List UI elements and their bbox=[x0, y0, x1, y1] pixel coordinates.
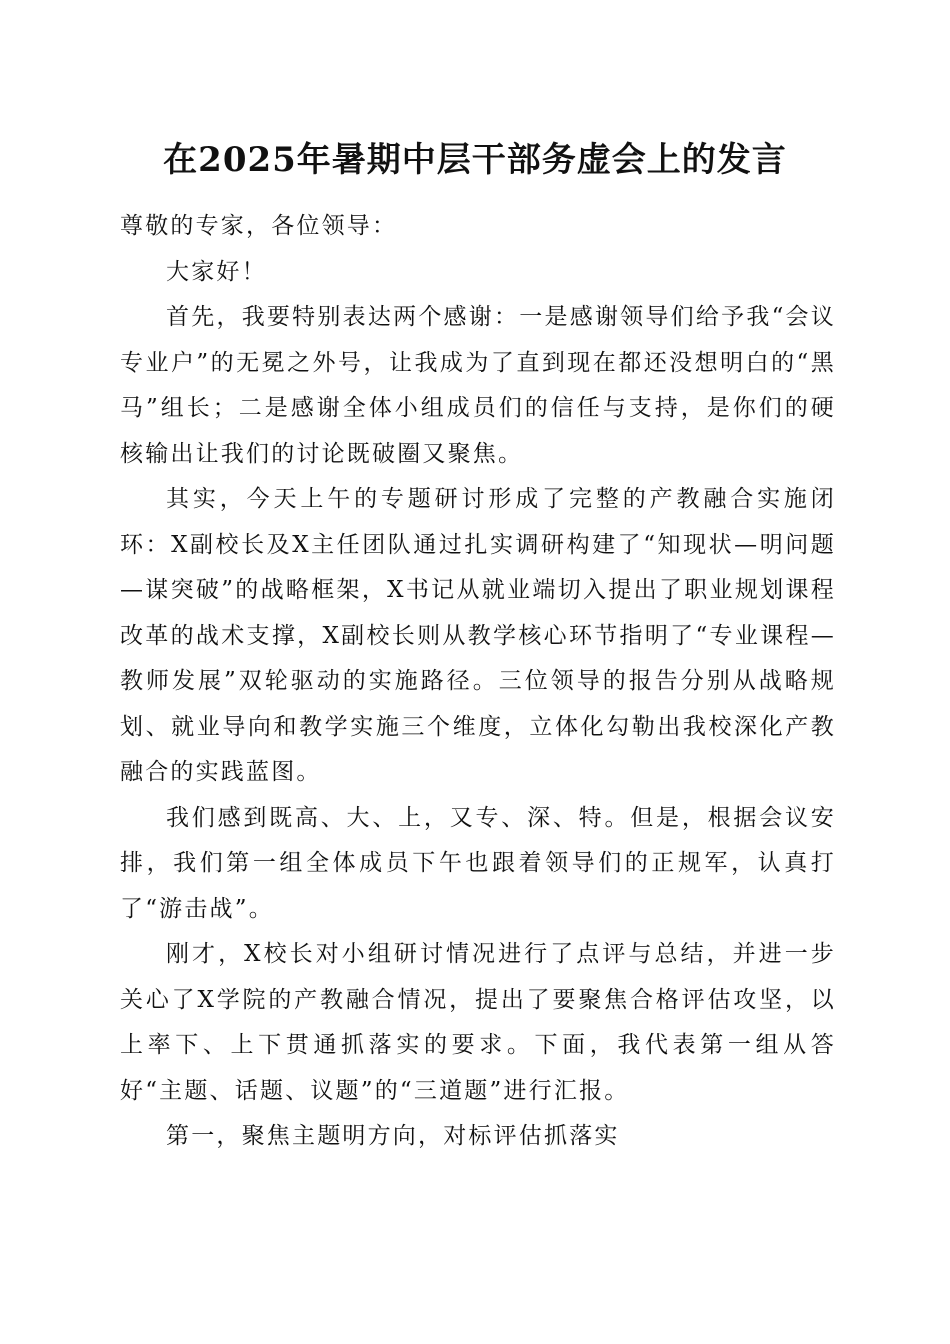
document-body bbox=[120, 204, 836, 1160]
section-heading: 第一，聚焦主题明方向，对标评估抓落实 bbox=[166, 1123, 620, 1149]
paragraph-greeting: 大家好！ bbox=[166, 258, 267, 285]
paragraph-report-intro: 刚才，X校长对小组研讨情况进行了点评与总结，并进一步关心了X学院的产教融合情况，提出了要聚焦合格评估攻坚，以上率下、上下贯通抓落实的要求。下面，我代表第一组从答好“主题、话题、议题”的“三道题”进行汇报。 bbox=[120, 941, 836, 1104]
paragraph-morning-review: 其实，今天上午的专题研讨形成了完整的产教融合实施闭环：X副校长及X主任团队通过扎实调研构建了“知现状—明问题—谋突破”的战略框架，X书记从就业端切入提出了职业规划课程改革的战术支撑，X副校长则从教学核心环节指明了“专业课程—教师发展”双轮驱动的实施路径。三位领导的报告分别从战略规划、就业导向和教学实施三个维度，立体化勾勒出我校深化产教融合的实践蓝图。 bbox=[120, 486, 836, 785]
salutation: 尊敬的专家，各位领导： bbox=[120, 213, 398, 239]
document-title: 在2025年暑期中层干部务虚会上的发言 bbox=[163, 140, 787, 180]
paragraph-thanks: 首先，我要特别表达两个感谢：一是感谢领导们给予我“会议专业户”的无冕之外号，让我成为了直到现在都还没想明白的“黑马”组长；二是感谢全体小组成员们的信任与支持，是你们的硬核输出让我们的讨论既破圈又聚焦。 bbox=[120, 304, 836, 467]
paragraph-afternoon: 我们感到既高、大、上，又专、深、特。但是，根据会议安排，我们第一组全体成员下午也跟着领导们的正规军，认真打了“游击战”。 bbox=[120, 804, 836, 922]
